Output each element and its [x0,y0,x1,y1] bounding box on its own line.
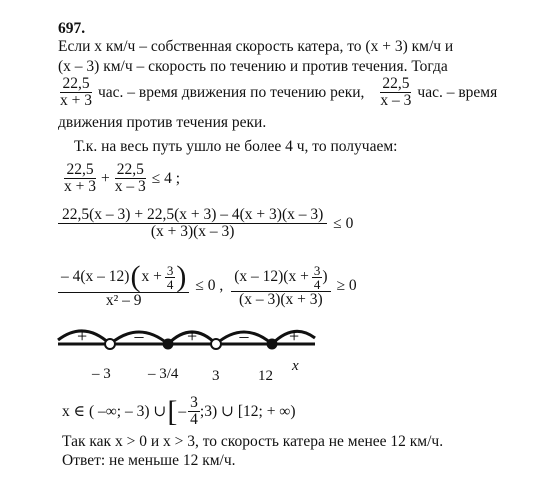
inequality-rhs-left: ≤ 0 , [195,276,224,294]
para1-line2: (x – 3) км/ч – скорость по течению и против течения. Тогда [58,58,448,75]
problem-number: 697. [58,20,86,37]
paren-close: ) [322,268,328,285]
text-after-frac2: час. – время [417,83,498,101]
fraction-denominator: (x – 3)(x + 3) [239,290,323,308]
answer-set [62,395,296,428]
inequality-3 [58,262,357,309]
inequality-rhs: ≤ 4 ; [151,169,181,187]
fraction-right [231,264,330,308]
open-point [211,339,221,349]
number-line [0,318,550,360]
filled-point [163,339,174,350]
paren-close: ) [176,260,187,293]
fraction-numerator: 22,5 [116,161,144,178]
fraction-left [58,262,189,309]
fraction-numerator: 3 [313,262,321,278]
fraction-denominator: x + 3 [64,178,96,195]
fraction-denominator: 4 [190,411,198,428]
numerator-factor: (x – 12)(x + [234,268,309,285]
answer-set-rest: ;3) ∪ [12; + ∞) [199,402,296,420]
para2-text: Т.к. на весь путь ушло не более 4 ч, то получаем: [74,138,398,155]
fraction-denominator: 4 [313,276,321,292]
fraction [113,162,148,195]
fraction-numerator [231,264,330,292]
fraction-numerator: 22,5 [62,75,90,92]
fraction [62,162,98,195]
fraction-numerator: 22,5(x – 3) + 22,5(x + 3) – 4(x + 3)(x – 3) [58,207,327,224]
axis-label-x: x [292,358,299,374]
fraction-denominator: 4 [166,276,174,292]
fraction-denominator: x² – 9 [105,292,142,309]
fraction-numerator: 22,5 [66,161,94,178]
inequality-2 [58,207,353,240]
numerator-factor: – 4(x – 12) [61,268,130,285]
filled-point [267,339,278,350]
fraction-denominator: x – 3 [114,178,146,195]
sign-label: – [134,326,144,346]
tick-label-3: 3 [212,368,220,384]
fraction-three-quarters [188,395,200,428]
sign-label: + [185,326,199,346]
fraction-denominator: (x + 3)(x – 3) [150,223,235,240]
fraction-numerator [58,262,189,293]
plus-sign: + [101,169,110,187]
fraction-denominator: x – 3 [380,92,412,109]
inequality-rhs: ≤ 0 [333,214,354,232]
paren-open: ( [130,260,141,293]
answer-set-prefix: x ∈ ( –∞; – 3) ∪ [62,402,167,420]
sign-label: + [75,326,89,346]
fraction [58,207,327,240]
numerator-term: x + [141,268,162,285]
tick-label-12: 12 [258,368,273,384]
para1-line3 [58,76,497,109]
fraction-numerator: 22,5 [382,75,410,92]
bracket-open: [ [167,394,178,428]
fraction-three-quarters [165,264,176,291]
sign-label: – [239,326,249,346]
fraction-numerator: 3 [166,262,174,278]
inequality-1 [62,162,180,195]
fraction-downstream-time [58,76,94,109]
minus-sign: – [178,402,187,420]
para1-line1: Если x км/ч – собственная скорость катера, то (x + 3) км/ч и [58,38,454,55]
para1-line4: движения против течения реки. [58,114,267,131]
fraction-three-quarters [312,264,323,291]
tick-label-minus-3-4: – 3/4 [148,366,179,382]
fraction-upstream-time [378,76,413,109]
conclusion: Так как x > 0 и x > 3, то скорость катера не менее 12 км/ч. [62,433,444,450]
fraction-denominator: x + 3 [60,92,92,109]
tick-label-minus-3: – 3 [92,366,111,382]
final-answer: Ответ: не меньше 12 км/ч. [62,452,236,469]
fraction-numerator: 3 [190,394,198,411]
sign-label: + [287,326,301,346]
open-point [105,339,115,349]
text-after-frac1: час. – время движения по течению реки, [98,83,365,101]
inequality-rhs-right: ≥ 0 [336,276,357,294]
